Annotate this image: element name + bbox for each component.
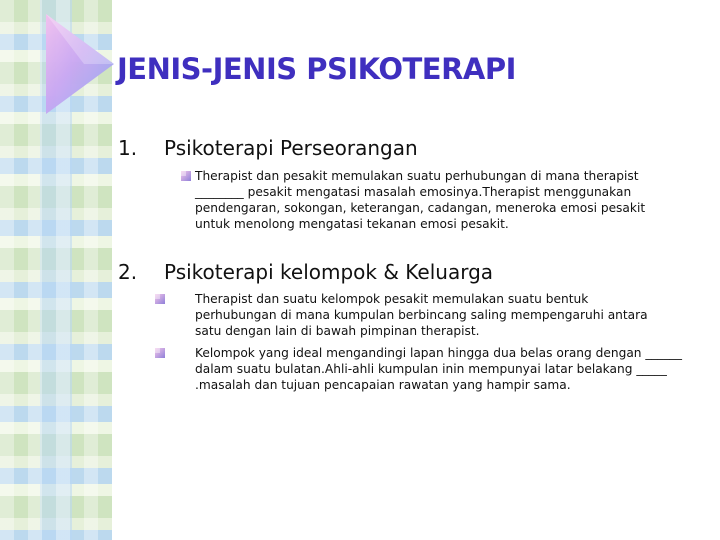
section-2-heading: Psikoterapi kelompok & Keluarga	[164, 260, 494, 284]
section-2-bullet-1: Therapist dan suatu kelompok pesakit memulakan suatu bentuk perhubungan di mana kumpulan berbincang saling mempengaruhi antara satu dengan lain di bawah pimpinan therapist.	[195, 292, 648, 338]
triangle-play-icon	[44, 12, 116, 116]
section-1-bullet-1: Therapist dan pesakit memulakan suatu perhubungan di mana therapist ________ pesakit mengatasi masalah emosinya.Therapist menggunakan pendengaran, sokongan, keterangan, cadangan, meneroka emosi pesakit untuk menolong mengatasi tekanan emosi pesakit.	[195, 169, 646, 231]
section-1-number: 1.	[118, 136, 138, 160]
section-2-bullet-2: Kelompok yang ideal mengandingi lapan hingga dua belas orang dengan ______ dalam suatu bulatan.Ahli-ahli kumpulan inin mempunyai latar belakang _____ .masalah dan tujuan pencapaian rawatan yang hampir sama.	[195, 346, 682, 392]
slide-title: JENIS-JENIS PSIKOTERAPI	[117, 52, 516, 86]
section-2-number: 2.	[118, 260, 138, 284]
bullet-icon	[154, 293, 166, 305]
bullet-icon	[154, 347, 166, 359]
section-1-heading: Psikoterapi Perseorangan	[164, 136, 418, 160]
bullet-icon	[180, 170, 192, 182]
